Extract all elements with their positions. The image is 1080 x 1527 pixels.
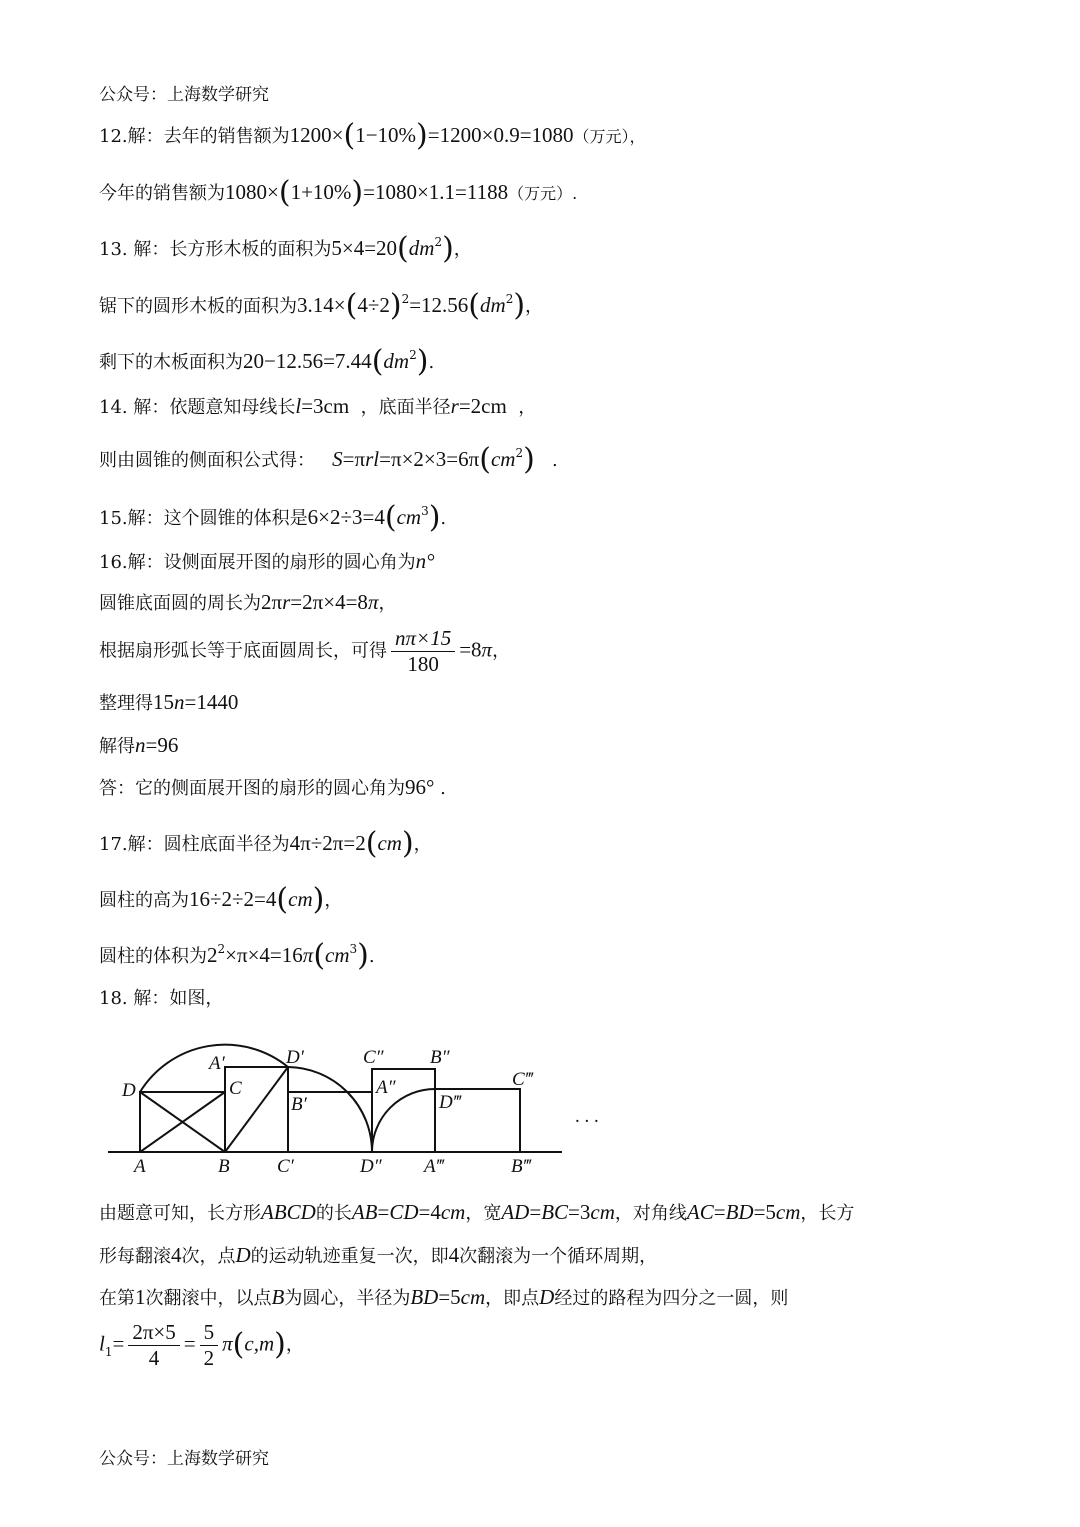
p18-line4 (99, 1287, 788, 1308)
math: =2cm (458, 394, 507, 418)
math: D (539, 1285, 555, 1309)
p12-line2: 今年的销售额为1080×(1+10%)=1080×1.1=1188（万元）. (99, 175, 578, 210)
text: 的长 (315, 1203, 352, 1224)
math: B (271, 1285, 285, 1309)
text: ， (324, 890, 343, 911)
math: S (332, 447, 343, 471)
math: cm (288, 887, 313, 911)
text: 整理得 (99, 693, 153, 714)
math: cm (460, 1285, 486, 1309)
text: ， (378, 593, 397, 614)
math: l (295, 394, 302, 418)
math: dm (383, 349, 410, 373)
denominator: 4 (148, 1346, 160, 1370)
p18-line2 (99, 1202, 854, 1223)
p15-line1: 15.解：这个圆锥的体积是$6\times 2\div 3=4(cm^3)$. (99, 500, 447, 535)
text: 由题意可知，长方形 (99, 1203, 261, 1224)
math: cm (440, 1200, 466, 1224)
text: ，对角线 (614, 1203, 687, 1224)
label-A-tprime: A‴ (424, 1156, 444, 1177)
label-A-dprime: A″ (376, 1077, 396, 1098)
math: 6×2÷3=4 (307, 505, 385, 529)
math: ×π×4=16 (225, 943, 303, 967)
fraction (200, 1322, 219, 1369)
text: ，底面半径 (360, 397, 451, 418)
math: π (302, 943, 314, 967)
math: =5 (438, 1285, 461, 1309)
label-B-dprime: B″ (430, 1047, 450, 1068)
math: 5×4=20 (331, 236, 398, 260)
p16-line6 (99, 777, 446, 798)
math: 3.14× (297, 293, 346, 317)
math: = (713, 1200, 726, 1224)
p16-line4 (99, 692, 238, 713)
math: 2 (401, 292, 410, 306)
text: 则由圆锥的侧面积公式得： (99, 450, 315, 471)
label-A: A (134, 1156, 146, 1177)
text: ， (518, 397, 537, 418)
text: ，长方 (800, 1203, 855, 1224)
math: rl (365, 447, 380, 471)
label-C-prime: C′ (277, 1156, 294, 1177)
math: =4 (418, 1200, 441, 1224)
text: 形每翻滚 (99, 1246, 171, 1267)
math: cm (396, 505, 422, 529)
math: 2 (217, 942, 226, 956)
p14-line2: 则由圆锥的侧面积公式得： $S=\pi rl=\pi\times 2\times 3=6\pi(cm^2)$ . (99, 442, 558, 477)
math: 3 (421, 504, 429, 518)
text: 圆柱的体积为 (99, 946, 207, 967)
text: ，即点 (485, 1288, 540, 1309)
fraction (391, 628, 455, 675)
math: 2 (505, 292, 514, 306)
label-D-prime: D′ (286, 1047, 304, 1068)
text: 次翻滚中，以点 (145, 1288, 272, 1309)
label-B-prime: B′ (291, 1094, 307, 1115)
p18-line1 (99, 990, 223, 1008)
p13-line2: 锯下的圆形木板的面积为$3.14\times(4\div 2)^2=12.56(dm^2)$， (99, 288, 544, 323)
text: . (428, 352, 435, 373)
math: 3 (349, 942, 358, 956)
p13-line3: 剩下的木板面积为$20-12.56=7.44(dm^2)$. (99, 344, 435, 379)
p13-line1: 13. 解：长方形木板的面积为$5\times 4=20(dm^2)$， (99, 231, 472, 266)
text: 12.解：去年的销售额为 (99, 126, 290, 147)
math: cm (775, 1200, 801, 1224)
text: 今年的销售额为 (99, 183, 225, 204)
text: 剩下的木板面积为 (99, 352, 243, 373)
text: 根据扇形弧长等于底面圆周长，可得 (99, 640, 387, 662)
text: 经过的路程为四分之一圆，则 (554, 1288, 789, 1309)
p17-line2: 圆柱的高为16÷2÷2=4(cm)， (99, 882, 343, 917)
text: 圆柱的高为 (99, 890, 189, 911)
math: dm (408, 236, 435, 260)
math: D (235, 1243, 251, 1267)
continuation-dots: . . . (575, 1106, 599, 1127)
math: cm (325, 943, 350, 967)
label-D-dprime: D″ (360, 1156, 382, 1177)
math: ABCD (261, 1200, 316, 1224)
label-C-tprime: C‴ (512, 1069, 533, 1090)
math: 2 (434, 235, 443, 249)
math: 2π (261, 590, 283, 614)
math: =3 (568, 1200, 591, 1224)
math: = (529, 1200, 542, 1224)
text: ， (413, 834, 432, 855)
text: ， (285, 1334, 304, 1356)
text: . (440, 508, 447, 529)
math: BD (410, 1285, 439, 1309)
p16-line2 (99, 592, 396, 613)
math: = (112, 1331, 125, 1356)
math: =12.56 (409, 293, 469, 317)
p16-line5 (99, 735, 178, 756)
math: r (282, 590, 291, 614)
text: 锯下的圆形木板的面积为 (99, 296, 297, 317)
text: 16.解：设侧面展开图的扇形的圆心角为 (99, 552, 416, 573)
text: . (440, 778, 446, 799)
math: =1200×0.9=1080 (427, 123, 574, 147)
math: 96° (405, 775, 435, 799)
math: 1 (104, 1344, 113, 1359)
label-B: B (218, 1156, 230, 1177)
text: 解得 (99, 736, 135, 757)
text: 14. 解：依题意知母线长 (99, 397, 296, 418)
math: c,m (244, 1331, 275, 1356)
label-B-tprime: B‴ (511, 1156, 531, 1177)
text: 次翻滚为一个循环周期， (459, 1246, 658, 1267)
header-text: 公众号：上海数学研究 (99, 85, 269, 105)
math: 1 (135, 1285, 146, 1309)
math: =8 (459, 637, 482, 662)
p17-line1: 17.解：圆柱底面半径为4π÷2π=2(cm)， (99, 826, 432, 861)
math: 20−12.56=7.44 (243, 349, 372, 373)
denominator: 2 (203, 1346, 215, 1370)
text: 17.解：圆柱底面半径为 (99, 834, 290, 855)
math: 4 (171, 1243, 182, 1267)
math: 1200× (289, 123, 344, 147)
text: . (551, 450, 558, 471)
text: 次，点 (181, 1246, 236, 1267)
text: ， (453, 239, 472, 260)
math: π (481, 637, 493, 662)
text: ，宽 (465, 1203, 502, 1224)
math: 15 (153, 690, 174, 714)
math: 16÷2÷2=4 (189, 887, 277, 911)
text: ， (525, 296, 544, 317)
fraction (128, 1322, 179, 1369)
math: =96 (145, 733, 179, 757)
p14-line1 (99, 396, 536, 417)
p18-line5: $l_1=$ $\frac{2\pi\times 5}{4}$ = $\frac{5}{2}$ π(c,m)， (99, 1320, 304, 1370)
arc-3 (372, 1089, 435, 1152)
math: n (135, 733, 146, 757)
numerator: nπ×15 (391, 628, 455, 652)
math: n° (415, 549, 435, 573)
math: 2 (515, 446, 524, 460)
footer-text: 公众号：上海数学研究 (99, 1449, 269, 1469)
math: = (183, 1331, 196, 1356)
math: CD (389, 1200, 419, 1224)
math: 2 (207, 943, 218, 967)
math: 2 (409, 348, 417, 362)
p16-line1 (99, 551, 435, 572)
p16-line3 (99, 628, 510, 675)
math: =1080×1.1=1188 (363, 180, 509, 204)
math: cm (590, 1200, 615, 1224)
math: 1080× (225, 180, 279, 204)
math: AB (351, 1200, 378, 1224)
math: = (377, 1200, 390, 1224)
math: π (222, 1331, 233, 1356)
math: =π (342, 447, 366, 471)
math: 4÷2 (357, 293, 390, 317)
math: =1440 (184, 690, 239, 714)
math: 1+10% (290, 180, 352, 204)
p17-line3: 圆柱的体积为$2^2\times\pi\times 4=16\pi(cm^3)$. (99, 938, 375, 973)
label-C: C (229, 1078, 242, 1099)
math: =2π×4=8 (290, 590, 368, 614)
math: AC (686, 1200, 714, 1224)
math: =3cm (301, 394, 350, 418)
label-D-tprime: D‴ (439, 1092, 461, 1113)
denominator: 180 (407, 652, 439, 676)
text: 答：它的侧面展开图的扇形的圆心角为 (99, 778, 405, 799)
math: 4π÷2π=2 (289, 831, 366, 855)
math: AD (501, 1200, 530, 1224)
text: 在第 (99, 1288, 135, 1309)
math: dm (480, 293, 506, 317)
math: =π×2×3=6π (379, 447, 480, 471)
text: 18. 解：如图， (99, 988, 224, 1009)
math: cm (490, 447, 516, 471)
label-D: D (122, 1080, 136, 1101)
text: 的运动轨迹重复一次，即 (250, 1246, 449, 1267)
text: ， (492, 640, 511, 662)
text: （万元）. (508, 184, 578, 203)
math: r (450, 394, 459, 418)
text: 13. 解：长方形木板的面积为 (99, 239, 332, 260)
math: l (99, 1331, 105, 1356)
math: BC (541, 1200, 569, 1224)
text: （万元）， (573, 127, 646, 146)
p18-line3 (99, 1245, 657, 1266)
math: π (367, 590, 379, 614)
numerator: 2π×5 (128, 1322, 179, 1346)
math: 4 (448, 1243, 460, 1267)
math: BD (725, 1200, 754, 1224)
label-A-prime: A′ (209, 1053, 225, 1074)
numerator: 5 (200, 1322, 219, 1346)
math: =5 (753, 1200, 776, 1224)
math: 1−10% (355, 123, 417, 147)
math: cm (377, 831, 402, 855)
text: 为圆心，半径为 (284, 1288, 411, 1309)
label-C-dprime: C″ (363, 1047, 384, 1068)
math: n (174, 690, 185, 714)
text: 15.解：这个圆锥的体积是 (99, 508, 308, 529)
p12-line1: 12.解：去年的销售额为1200×(1−10%)=1200×0.9=1080（万元）， (99, 118, 646, 153)
rolling-rectangle-figure (0, 1030, 1080, 1180)
text: 圆锥底面圆的周长为 (99, 593, 261, 614)
text: . (368, 946, 375, 967)
